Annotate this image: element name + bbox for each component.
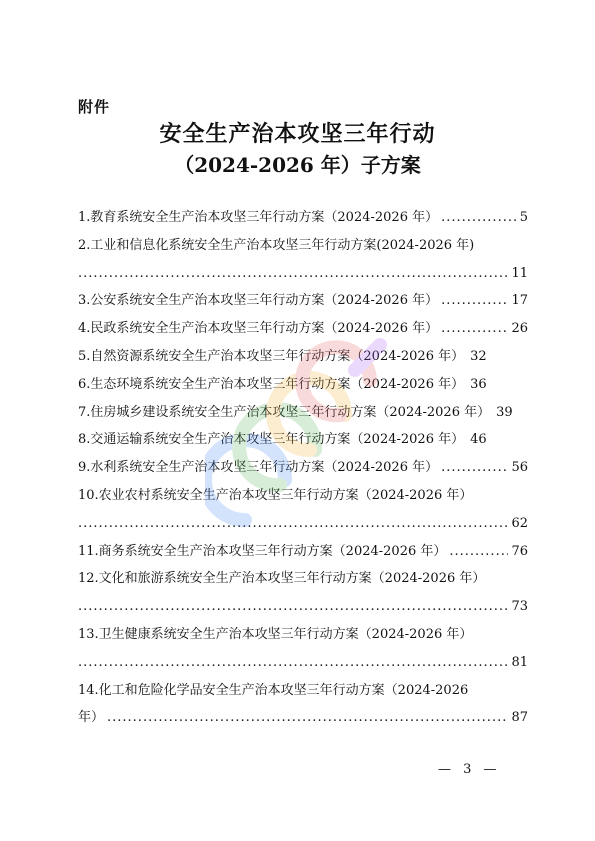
toc-entry-page: 36 <box>470 376 487 392</box>
toc-leader-dots <box>78 593 508 621</box>
toc-leader-dots <box>441 287 508 315</box>
toc-leader-dots <box>441 204 517 232</box>
toc-entry-5[interactable] <box>78 343 528 371</box>
toc-entry-12-leader[interactable] <box>78 593 528 621</box>
toc-entry-14[interactable] <box>78 677 528 705</box>
page-title: 安全生产治本攻坚三年行动 <box>159 121 436 147</box>
toc-leader-dots <box>78 510 508 538</box>
toc-leader-dots <box>107 704 508 732</box>
toc-entry-label: 2.工业和信息化系统安全生产治本攻坚三年行动方案(2024-2026 年) <box>78 237 475 253</box>
toc-entry-label-cont: 年） <box>78 710 105 726</box>
toc-entry-13-leader[interactable] <box>78 649 528 677</box>
toc-leader-dots <box>441 315 508 343</box>
toc-leader-dots <box>78 649 508 677</box>
toc-entry-label: 5.自然资源系统安全生产治本攻坚三年行动方案（2024-2026 年） <box>78 348 465 364</box>
attachment-label: 附件 <box>78 98 111 116</box>
toc-entry-page: 32 <box>470 348 487 364</box>
toc-entry-11[interactable] <box>78 538 528 566</box>
toc-entry-12[interactable] <box>78 565 528 593</box>
toc-entry-13[interactable] <box>78 621 528 649</box>
toc-entry-label: 6.生态环境系统安全生产治本攻坚三年行动方案（2024-2026 年） <box>78 376 465 392</box>
table-of-contents <box>78 204 528 732</box>
toc-entry-9[interactable] <box>78 454 528 482</box>
toc-entry-label: 10.农业农村系统安全生产治本攻坚三年行动方案（2024-2026 年） <box>78 487 473 503</box>
toc-entry-page: 62 <box>511 515 528 531</box>
toc-entry-10[interactable] <box>78 482 528 510</box>
toc-entry-3[interactable] <box>78 287 528 315</box>
toc-entry-page: 39 <box>496 404 513 420</box>
toc-entry-8[interactable] <box>78 426 528 454</box>
toc-entry-7[interactable] <box>78 399 528 427</box>
toc-leader-dots <box>441 454 508 482</box>
toc-entry-page: 26 <box>511 321 528 337</box>
toc-entry-label: 9.水利系统安全生产治本攻坚三年行动方案（2024-2026 年） <box>78 460 439 476</box>
toc-entry-2-leader[interactable] <box>78 260 528 288</box>
toc-entry-page: 76 <box>511 543 528 559</box>
toc-entry-14-leader[interactable] <box>78 704 528 732</box>
toc-entry-page: 11 <box>511 265 528 281</box>
toc-entry-page: 56 <box>511 460 528 476</box>
toc-entry-label: 13.卫生健康系统安全生产治本攻坚三年行动方案（2024-2026 年） <box>78 626 473 642</box>
toc-entry-label: 12.文化和旅游系统安全生产治本攻坚三年行动方案（2024-2026 年） <box>78 571 486 587</box>
toc-leader-dots <box>78 260 508 288</box>
toc-entry-label: 7.住房城乡建设系统安全生产治本攻坚三年行动方案（2024-2026 年） <box>78 404 491 420</box>
toc-entry-page: 17 <box>511 293 528 309</box>
toc-entry-6[interactable] <box>78 371 528 399</box>
toc-entry-1[interactable] <box>78 204 528 232</box>
toc-entry-4[interactable] <box>78 315 528 343</box>
toc-entry-page: 81 <box>511 654 528 670</box>
toc-entry-label: 14.化工和危险化学品安全生产治本攻坚三年行动方案（2024-2026 <box>78 682 469 698</box>
toc-entry-page: 5 <box>519 210 528 225</box>
toc-entry-label: 4.民政系统安全生产治本攻坚三年行动方案（2024-2026 年） <box>78 321 439 337</box>
toc-entry-label: 8.交通运输系统安全生产治本攻坚三年行动方案（2024-2026 年） <box>78 432 465 448</box>
toc-entry-page: 73 <box>511 599 528 615</box>
toc-entry-10-leader[interactable] <box>78 510 528 538</box>
toc-entry-label: 11.商务系统安全生产治本攻坚三年行动方案（2024-2026 年） <box>78 543 447 559</box>
toc-entry-2[interactable] <box>78 232 528 260</box>
page-subtitle: （2024-2026 年）子方案 <box>174 153 421 177</box>
toc-leader-dots <box>449 538 508 566</box>
page-number: — 3 — <box>438 762 501 777</box>
toc-entry-label: 3.公安系统安全生产治本攻坚三年行动方案（2024-2026 年） <box>78 293 439 309</box>
toc-entry-label: 1.教育系统安全生产治本攻坚三年行动方案（2024-2026 年） <box>78 210 439 225</box>
toc-entry-page: 46 <box>470 432 487 448</box>
toc-entry-page: 87 <box>511 710 528 726</box>
